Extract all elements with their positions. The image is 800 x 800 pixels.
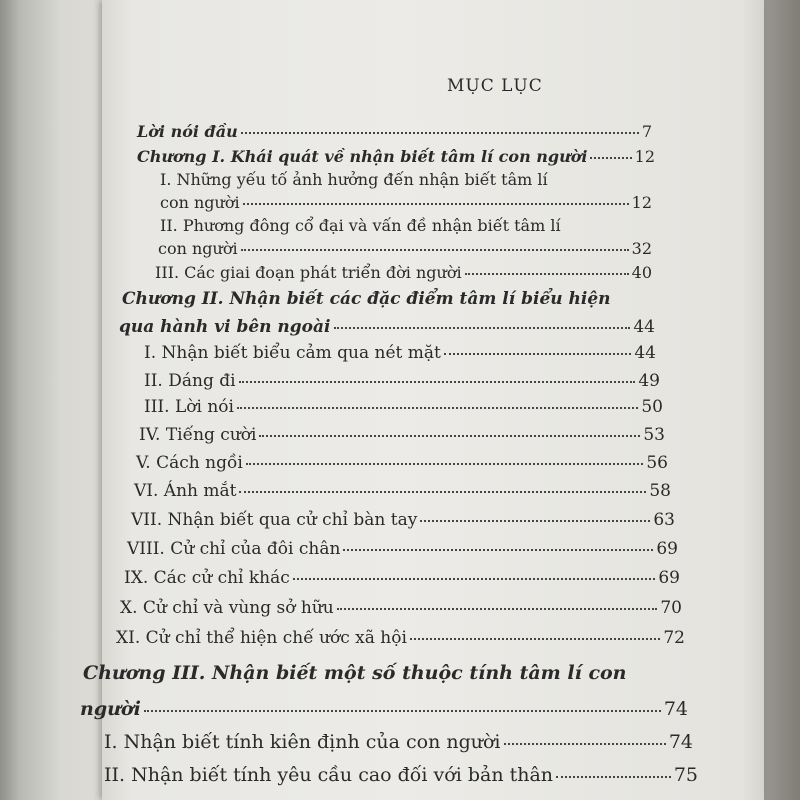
toc-entry-label: I. Nhận biết biểu cảm qua nét mặt xyxy=(144,343,441,363)
toc-entry-page: 40 xyxy=(631,263,652,282)
toc-title: MỤC LỤC xyxy=(447,76,543,96)
toc-entry xyxy=(144,343,656,363)
dot-leader xyxy=(337,608,658,610)
toc-entry-label: VII. Nhận biết qua cử chỉ bàn tay xyxy=(131,510,418,530)
toc-entry-page: 7 xyxy=(641,122,652,141)
toc-entry-page: 49 xyxy=(638,371,660,391)
dot-leader xyxy=(241,132,639,134)
toc-entry xyxy=(104,731,693,753)
toc-entry xyxy=(119,317,655,337)
toc-entry-label: qua hành vi bên ngoài xyxy=(119,317,331,337)
toc-entry-label: I. Nhận biết tính kiên định của con người xyxy=(104,731,501,753)
toc-entry xyxy=(120,598,682,618)
toc-entry-label: XI. Cử chỉ thể hiện chế ước xã hội xyxy=(116,628,407,648)
toc-entry xyxy=(104,764,698,786)
toc-entry-page: 44 xyxy=(633,317,655,337)
toc-entry-page: 72 xyxy=(663,628,685,648)
toc-entry-label: X. Cử chỉ và vùng sở hữu xyxy=(120,598,334,618)
toc-entry-label: Chương I. Khái quát về nhận biết tâm lí con người xyxy=(137,147,588,166)
toc-entry xyxy=(158,239,652,258)
toc-entry-label: III. Các giai đoạn phát triển đời người xyxy=(155,263,462,282)
toc-entry xyxy=(160,170,548,189)
toc-entry-label: I. Những yếu tố ảnh hưởng đến nhận biết tâm lí xyxy=(160,170,548,189)
dot-leader xyxy=(334,327,631,329)
toc-entry-label: con người xyxy=(160,193,240,212)
toc-entry xyxy=(131,510,675,530)
toc-entry-page: 44 xyxy=(634,343,656,363)
toc-entry-label: IX. Các cử chỉ khác xyxy=(124,568,290,588)
toc-entry-label: V. Cách ngồi xyxy=(136,453,243,473)
toc-entry-label: VIII. Cử chỉ của đôi chân xyxy=(127,539,341,559)
toc-entry-label: Chương III. Nhận biết một số thuộc tính tâm lí con xyxy=(83,662,627,684)
dot-leader xyxy=(504,743,666,745)
dot-leader xyxy=(239,491,646,493)
toc-entry-page: 56 xyxy=(646,453,668,473)
toc-entry-page: 63 xyxy=(653,510,675,530)
toc-entry xyxy=(137,122,652,141)
dot-leader xyxy=(420,520,650,522)
toc-entry-page: 32 xyxy=(631,239,652,258)
toc-entry-label: người xyxy=(80,698,141,720)
toc-entry xyxy=(136,453,668,473)
toc-entry xyxy=(144,397,663,417)
dot-leader xyxy=(243,203,629,205)
toc-entry-label: Chương II. Nhận biết các đặc điểm tâm lí biểu hiện xyxy=(122,289,611,309)
toc-entry xyxy=(80,698,688,720)
toc-entry-page: 12 xyxy=(631,193,652,212)
toc-entry-page: 58 xyxy=(649,481,671,501)
toc-entry xyxy=(127,539,678,559)
toc-entry-page: 69 xyxy=(656,539,678,559)
toc-entry-label: II. Dáng đi xyxy=(144,371,236,391)
dot-leader xyxy=(239,381,636,383)
toc-entry xyxy=(124,568,680,588)
toc-entry xyxy=(122,289,611,309)
dot-leader xyxy=(465,273,629,275)
dot-leader xyxy=(410,638,660,640)
toc-entry-page: 70 xyxy=(660,598,682,618)
toc-entry-page: 74 xyxy=(663,698,688,720)
toc-entry-page: 69 xyxy=(658,568,680,588)
toc-entry-label: VI. Ánh mắt xyxy=(134,481,237,501)
dot-leader xyxy=(144,710,661,712)
toc-entry-label: II. Phương đông cổ đại và vấn đề nhận biết tâm lí xyxy=(160,216,561,235)
toc-entry-page: 53 xyxy=(643,425,665,445)
toc-entry xyxy=(134,481,671,501)
toc-entry xyxy=(155,263,652,282)
toc-entry xyxy=(137,147,655,166)
dot-leader xyxy=(241,249,629,251)
toc-entry xyxy=(144,371,660,391)
toc-entry-page: 75 xyxy=(673,764,698,786)
toc-entry-page: 74 xyxy=(668,731,693,753)
toc-entry-page: 50 xyxy=(641,397,663,417)
toc-entry-label: con người xyxy=(158,239,238,258)
dot-leader xyxy=(259,435,640,437)
toc-entry-label: II. Nhận biết tính yêu cầu cao đối với bản thân xyxy=(104,764,554,786)
toc-entry xyxy=(160,216,561,235)
toc-entry-page: 12 xyxy=(634,147,655,166)
dot-leader xyxy=(590,157,631,159)
toc-entry-label: IV. Tiếng cười xyxy=(139,425,257,445)
toc-entry xyxy=(139,425,665,445)
toc-entry-label: Lời nói đầu xyxy=(137,122,238,141)
dot-leader xyxy=(556,776,671,778)
dot-leader xyxy=(246,463,644,465)
toc-entry xyxy=(116,628,685,648)
toc-entry xyxy=(83,662,627,684)
toc-entry-label: III. Lời nói xyxy=(144,397,234,417)
dot-leader xyxy=(343,549,653,551)
toc-entry xyxy=(160,193,652,212)
dot-leader xyxy=(237,407,638,409)
dot-leader xyxy=(444,353,631,355)
dot-leader xyxy=(293,578,656,580)
